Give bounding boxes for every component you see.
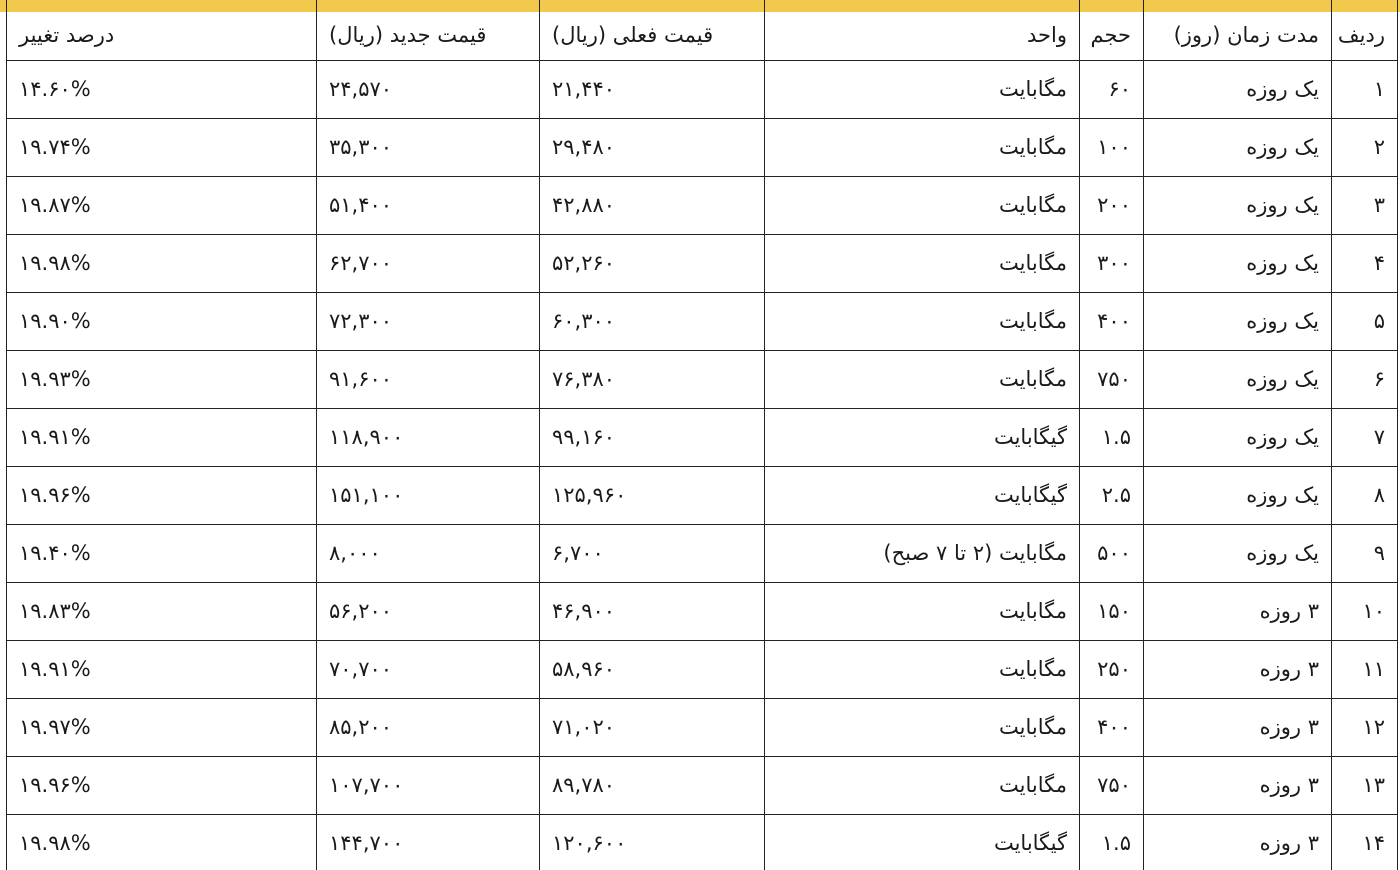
cell-unit: مگابایت	[765, 118, 1080, 176]
cell-unit: گیگابایت	[765, 408, 1080, 466]
header-new-price: قیمت جدید (ریال)	[317, 0, 540, 60]
cell-volume: ۳۰۰	[1080, 234, 1144, 292]
cell-change-percent: ۱۹.۹۳%	[7, 350, 317, 408]
header-volume: حجم	[1080, 0, 1144, 60]
cell-volume: ۷۵۰	[1080, 350, 1144, 408]
cell-new-price: ۱۰۷,۷۰۰	[317, 756, 540, 814]
cell-duration: یک روزه	[1144, 234, 1332, 292]
cell-duration: ۳ روزه	[1144, 756, 1332, 814]
cell-index: ۹	[1332, 524, 1398, 582]
table-row	[7, 408, 1398, 466]
price-table	[6, 0, 1398, 870]
cell-duration: یک روزه	[1144, 176, 1332, 234]
cell-unit: گیگابایت	[765, 814, 1080, 870]
cell-volume: ۱۵۰	[1080, 582, 1144, 640]
cell-volume: ۲.۵	[1080, 466, 1144, 524]
cell-duration: یک روزه	[1144, 118, 1332, 176]
cell-change-percent: ۱۹.۹۸%	[7, 814, 317, 870]
cell-duration: ۳ روزه	[1144, 698, 1332, 756]
cell-new-price: ۱۵۱,۱۰۰	[317, 466, 540, 524]
table-row	[7, 234, 1398, 292]
cell-change-percent: ۱۹.۸۳%	[7, 582, 317, 640]
cell-new-price: ۲۴,۵۷۰	[317, 60, 540, 118]
cell-index: ۱۳	[1332, 756, 1398, 814]
cell-unit: مگابایت (۲ تا ۷ صبح)	[765, 524, 1080, 582]
cell-current-price: ۷۶,۳۸۰	[540, 350, 765, 408]
cell-index: ۱	[1332, 60, 1398, 118]
header-index: ردیف	[1332, 0, 1398, 60]
cell-unit: مگابایت	[765, 640, 1080, 698]
cell-change-percent: ۱۹.۹۸%	[7, 234, 317, 292]
cell-volume: ۲۰۰	[1080, 176, 1144, 234]
cell-current-price: ۴۶,۹۰۰	[540, 582, 765, 640]
cell-change-percent: ۱۹.۹۰%	[7, 292, 317, 350]
cell-change-percent: ۱۹.۸۷%	[7, 176, 317, 234]
cell-index: ۱۲	[1332, 698, 1398, 756]
table-row	[7, 60, 1398, 118]
cell-unit: مگابایت	[765, 60, 1080, 118]
cell-index: ۷	[1332, 408, 1398, 466]
cell-index: ۱۰	[1332, 582, 1398, 640]
table-row	[7, 176, 1398, 234]
cell-new-price: ۵۱,۴۰۰	[317, 176, 540, 234]
cell-change-percent: ۱۹.۹۶%	[7, 756, 317, 814]
cell-unit: مگابایت	[765, 756, 1080, 814]
cell-index: ۱۴	[1332, 814, 1398, 870]
cell-new-price: ۷۰,۷۰۰	[317, 640, 540, 698]
cell-index: ۱۱	[1332, 640, 1398, 698]
cell-new-price: ۷۲,۳۰۰	[317, 292, 540, 350]
cell-change-percent: ۱۹.۹۱%	[7, 408, 317, 466]
cell-new-price: ۹۱,۶۰۰	[317, 350, 540, 408]
cell-new-price: ۳۵,۳۰۰	[317, 118, 540, 176]
cell-change-percent: ۱۹.۹۱%	[7, 640, 317, 698]
cell-duration: ۳ روزه	[1144, 582, 1332, 640]
cell-new-price: ۸۵,۲۰۰	[317, 698, 540, 756]
header-unit: واحد	[765, 0, 1080, 60]
cell-index: ۳	[1332, 176, 1398, 234]
cell-duration: یک روزه	[1144, 292, 1332, 350]
cell-volume: ۶۰	[1080, 60, 1144, 118]
cell-new-price: ۱۱۸,۹۰۰	[317, 408, 540, 466]
cell-unit: گیگابایت	[765, 466, 1080, 524]
cell-change-percent: ۱۹.۹۷%	[7, 698, 317, 756]
cell-current-price: ۱۲۵,۹۶۰	[540, 466, 765, 524]
cell-duration: ۳ روزه	[1144, 640, 1332, 698]
table-row	[7, 640, 1398, 698]
table-header-row	[7, 0, 1398, 60]
table-row	[7, 582, 1398, 640]
cell-change-percent: ۱۹.۴۰%	[7, 524, 317, 582]
cell-volume: ۱.۵	[1080, 814, 1144, 870]
cell-unit: مگابایت	[765, 292, 1080, 350]
cell-current-price: ۵۲,۲۶۰	[540, 234, 765, 292]
cell-current-price: ۷۱,۰۲۰	[540, 698, 765, 756]
cell-volume: ۵۰۰	[1080, 524, 1144, 582]
table-row	[7, 756, 1398, 814]
table-row	[7, 524, 1398, 582]
cell-duration: یک روزه	[1144, 524, 1332, 582]
cell-current-price: ۶,۷۰۰	[540, 524, 765, 582]
table-row	[7, 698, 1398, 756]
header-current-price: قیمت فعلی (ریال)	[540, 0, 765, 60]
cell-duration: یک روزه	[1144, 408, 1332, 466]
cell-index: ۴	[1332, 234, 1398, 292]
cell-duration: یک روزه	[1144, 350, 1332, 408]
cell-index: ۶	[1332, 350, 1398, 408]
cell-current-price: ۸۹,۷۸۰	[540, 756, 765, 814]
header-duration: مدت زمان (روز)	[1144, 0, 1332, 60]
cell-index: ۵	[1332, 292, 1398, 350]
cell-index: ۲	[1332, 118, 1398, 176]
cell-change-percent: ۱۴.۶۰%	[7, 60, 317, 118]
cell-unit: مگابایت	[765, 350, 1080, 408]
table-row	[7, 292, 1398, 350]
cell-volume: ۱.۵	[1080, 408, 1144, 466]
cell-unit: مگابایت	[765, 582, 1080, 640]
cell-current-price: ۲۹,۴۸۰	[540, 118, 765, 176]
cell-current-price: ۵۸,۹۶۰	[540, 640, 765, 698]
cell-change-percent: ۱۹.۹۶%	[7, 466, 317, 524]
cell-unit: مگابایت	[765, 698, 1080, 756]
header-change-percent: درصد تغییر	[7, 0, 317, 60]
cell-current-price: ۲۱,۴۴۰	[540, 60, 765, 118]
table-row	[7, 350, 1398, 408]
table-row	[7, 466, 1398, 524]
table-row	[7, 814, 1398, 870]
cell-new-price: ۵۶,۲۰۰	[317, 582, 540, 640]
cell-volume: ۴۰۰	[1080, 698, 1144, 756]
cell-volume: ۲۵۰	[1080, 640, 1144, 698]
cell-unit: مگابایت	[765, 176, 1080, 234]
cell-new-price: ۱۴۴,۷۰۰	[317, 814, 540, 870]
cell-new-price: ۸,۰۰۰	[317, 524, 540, 582]
cell-unit: مگابایت	[765, 234, 1080, 292]
cell-current-price: ۹۹,۱۶۰	[540, 408, 765, 466]
cell-duration: ۳ روزه	[1144, 814, 1332, 870]
cell-duration: یک روزه	[1144, 60, 1332, 118]
cell-index: ۸	[1332, 466, 1398, 524]
table-body	[7, 60, 1398, 870]
cell-volume: ۱۰۰	[1080, 118, 1144, 176]
cell-new-price: ۶۲,۷۰۰	[317, 234, 540, 292]
cell-volume: ۴۰۰	[1080, 292, 1144, 350]
cell-volume: ۷۵۰	[1080, 756, 1144, 814]
cell-current-price: ۱۲۰,۶۰۰	[540, 814, 765, 870]
cell-duration: یک روزه	[1144, 466, 1332, 524]
cell-current-price: ۶۰,۳۰۰	[540, 292, 765, 350]
cell-current-price: ۴۲,۸۸۰	[540, 176, 765, 234]
table-row	[7, 118, 1398, 176]
cell-change-percent: ۱۹.۷۴%	[7, 118, 317, 176]
